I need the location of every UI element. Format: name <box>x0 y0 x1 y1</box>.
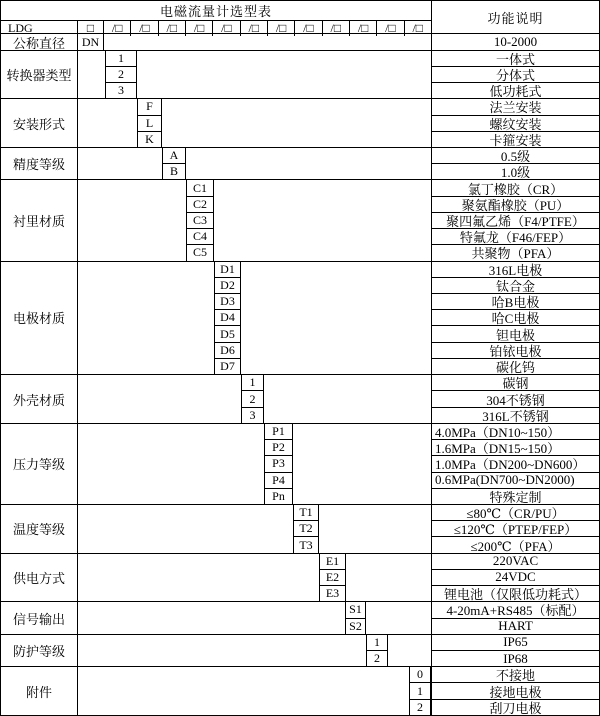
description-cell: 316L不锈钢 <box>432 407 599 423</box>
description-cell: 4-20mA+RS485（标配） <box>446 603 585 618</box>
description-column <box>431 180 599 260</box>
description-cell: ≤80℃（CR/PU） <box>466 506 565 521</box>
code-column <box>293 505 319 553</box>
code-cell-D5: D5 <box>215 325 240 341</box>
code-cell-T2: T2 <box>294 520 318 536</box>
code-cell-2: 2 <box>410 699 430 715</box>
code-cell-D6: D6 <box>215 342 240 358</box>
description-cell: ≤120℃（PTEP/FEP） <box>432 520 599 536</box>
code-cell-E1: E1 <box>325 553 340 568</box>
description-cell: ≤200℃（PFA） <box>432 536 599 552</box>
code-cell-2: 2 <box>106 66 136 82</box>
code-cell-2: 2 <box>367 650 387 666</box>
code-slot-cell: /□ <box>377 21 404 36</box>
code-cell-1: 1 <box>374 634 380 649</box>
description-cell: 304不锈钢 <box>432 390 599 406</box>
section-label: 安装形式 <box>1 99 78 147</box>
code-cell-T3: T3 <box>294 536 318 552</box>
description-cell: 24VDC <box>432 569 599 585</box>
description-cell: 10-2000 <box>493 34 538 50</box>
code-column <box>105 51 137 99</box>
code-cell-1: 1 <box>118 50 124 65</box>
description-cell: 哈B电极 <box>432 293 599 309</box>
description-column <box>431 424 599 504</box>
code-slot-cell: /□ <box>186 21 213 36</box>
code-cell-L: L <box>138 115 161 131</box>
description-cell: IP68 <box>432 650 599 666</box>
code-slot-cell: /□ <box>104 21 131 36</box>
code-cell-D2: D2 <box>215 277 240 293</box>
description-cell: 1.0MPa（DN200~DN600） <box>432 455 599 471</box>
description-cell: 低功耗式 <box>432 82 599 98</box>
description-cell: 特氟龙（F46/FEP） <box>432 228 599 244</box>
code-column <box>241 375 264 423</box>
description-cell: 1.0级 <box>432 163 599 179</box>
code-cell-D7: D7 <box>215 358 240 374</box>
code-cell-2: 2 <box>242 390 263 406</box>
code-cell-C1: C1 <box>192 180 207 195</box>
code-cell-3: 3 <box>106 82 136 98</box>
code-slot-cell: /□ <box>295 21 322 36</box>
section-label: 附件 <box>1 667 78 715</box>
description-column <box>431 51 599 99</box>
code-cell-D1: D1 <box>220 261 235 276</box>
description-cell: 一体式 <box>495 51 535 66</box>
section-8 <box>1 423 599 504</box>
section-label: 公称直径 <box>1 34 78 49</box>
code-cell-P2: P2 <box>265 439 292 455</box>
code-cell-P4: P4 <box>265 472 292 488</box>
code-slot-cell: /□ <box>213 21 240 36</box>
code-slot-cell: /□ <box>323 21 350 36</box>
code-slot-cell: /□ <box>268 21 295 36</box>
section-label: 防护等级 <box>1 635 78 666</box>
section-13 <box>1 666 599 715</box>
section-3 <box>1 98 599 147</box>
code-column <box>345 602 366 633</box>
description-cell: 钛合金 <box>432 277 599 293</box>
description-cell: 共聚物（PFA） <box>432 244 599 260</box>
description-cell: IP65 <box>503 634 528 650</box>
code-slot-cell: /□ <box>131 21 158 36</box>
code-column <box>186 180 214 260</box>
code-cell-E2: E2 <box>320 569 345 585</box>
code-column <box>78 34 104 49</box>
code-column <box>162 148 186 179</box>
code-cell-Pn: Pn <box>265 488 292 504</box>
description-cell: 特殊定制 <box>432 488 599 504</box>
description-column <box>431 635 599 666</box>
description-cell: 铂铱电极 <box>432 342 599 358</box>
description-column <box>431 99 599 147</box>
header-left <box>1 1 432 33</box>
description-cell: 锂电池（仅限低功耗式） <box>432 585 599 601</box>
section-label: 电极材质 <box>1 262 78 375</box>
section-label: 精度等级 <box>1 148 78 179</box>
description-cell: HART <box>432 618 599 634</box>
function-column-header: 功能说明 <box>487 10 544 26</box>
section-4 <box>1 147 599 179</box>
code-cell-T1: T1 <box>299 505 313 520</box>
description-cell: 哈C电极 <box>432 309 599 325</box>
code-cell-S2: S2 <box>346 618 365 634</box>
code-cell-S1: S1 <box>349 602 362 617</box>
description-cell: 接地电极 <box>432 682 599 698</box>
description-cell: 螺纹安装 <box>432 115 599 131</box>
description-cell: 碳钢 <box>502 376 529 391</box>
section-12 <box>1 634 599 666</box>
code-slot-cell: /□ <box>350 21 377 36</box>
description-cell: 分体式 <box>432 66 599 82</box>
code-column <box>264 424 293 504</box>
description-column <box>431 505 599 553</box>
code-cell-F: F <box>146 99 153 114</box>
description-column <box>431 34 599 49</box>
description-column <box>431 602 599 633</box>
code-cell-C3: C3 <box>187 212 213 228</box>
description-cell: 钽电极 <box>432 325 599 341</box>
code-cell-A: A <box>169 148 179 163</box>
description-cell: 316L电极 <box>488 262 543 277</box>
section-label: 压力等级 <box>1 424 78 504</box>
description-cell: 法兰安装 <box>489 100 542 115</box>
section-5 <box>1 179 599 260</box>
description-cell: 220VAC <box>492 553 539 569</box>
description-cell: 4.0MPa（DN10~150） <box>435 424 561 440</box>
description-cell: 氯丁橡胶（CR） <box>467 181 564 196</box>
code-slot-cell: /□ <box>412 21 424 35</box>
description-cell: 0.6MPa(DN700~DN2000) <box>432 472 599 488</box>
description-cell: 0.5级 <box>500 149 531 164</box>
table-title: 电磁流量计选型表 <box>1 1 431 21</box>
section-9 <box>1 504 599 553</box>
description-cell: 聚四氟乙烯（F4/PTFE） <box>432 212 599 228</box>
code-cell-C5: C5 <box>187 244 213 260</box>
description-column <box>431 148 599 179</box>
code-column <box>409 667 431 715</box>
code-cell-C2: C2 <box>187 196 213 212</box>
description-cell: 聚氨酯橡胶（PU） <box>432 196 599 212</box>
code-cell-K: K <box>138 131 161 147</box>
code-cell-1: 1 <box>249 375 256 390</box>
code-cell-P1: P1 <box>272 423 285 438</box>
description-cell: 1.6MPa（DN15~150） <box>432 439 599 455</box>
code-cell-E3: E3 <box>320 585 345 601</box>
code-slot-cell: /□ <box>241 21 268 36</box>
code-cell-1: 1 <box>410 682 430 698</box>
section-label: 信号输出 <box>1 602 78 633</box>
model-prefix: LDG <box>1 21 78 36</box>
section-10 <box>1 553 599 602</box>
section-6 <box>1 261 599 375</box>
description-cell: 不接地 <box>495 668 535 683</box>
section-label: 温度等级 <box>1 505 78 553</box>
code-column <box>214 262 241 375</box>
description-column <box>431 262 599 375</box>
section-1 <box>1 33 599 49</box>
code-cell-B: B <box>163 163 185 179</box>
code-cell-C4: C4 <box>187 228 213 244</box>
code-column <box>366 635 388 666</box>
description-cell: 刮刀电极 <box>432 699 599 715</box>
code-cell-0: 0 <box>417 667 423 682</box>
code-cell-D3: D3 <box>215 293 240 309</box>
description-column <box>431 554 599 602</box>
header-block <box>1 1 599 33</box>
section-11 <box>1 601 599 633</box>
code-cell-P3: P3 <box>265 455 292 471</box>
code-slot-cell: /□ <box>159 21 186 36</box>
code-cell-D4: D4 <box>215 309 240 325</box>
section-label: 供电方式 <box>1 554 78 602</box>
code-column <box>319 554 346 602</box>
description-cell: 卡箍安装 <box>432 131 599 147</box>
section-2 <box>1 50 599 99</box>
code-cell-DN: DN <box>81 34 100 49</box>
section-label: 外壳材质 <box>1 375 78 423</box>
description-column <box>431 375 599 423</box>
section-label: 衬里材质 <box>1 180 78 260</box>
section-label: 转换器类型 <box>1 51 78 99</box>
code-cell-3: 3 <box>242 407 263 423</box>
section-7 <box>1 374 599 423</box>
code-column <box>137 99 162 147</box>
description-cell: 碳化钨 <box>432 358 599 374</box>
description-column <box>431 667 599 715</box>
code-box-cell: □ <box>78 21 104 36</box>
